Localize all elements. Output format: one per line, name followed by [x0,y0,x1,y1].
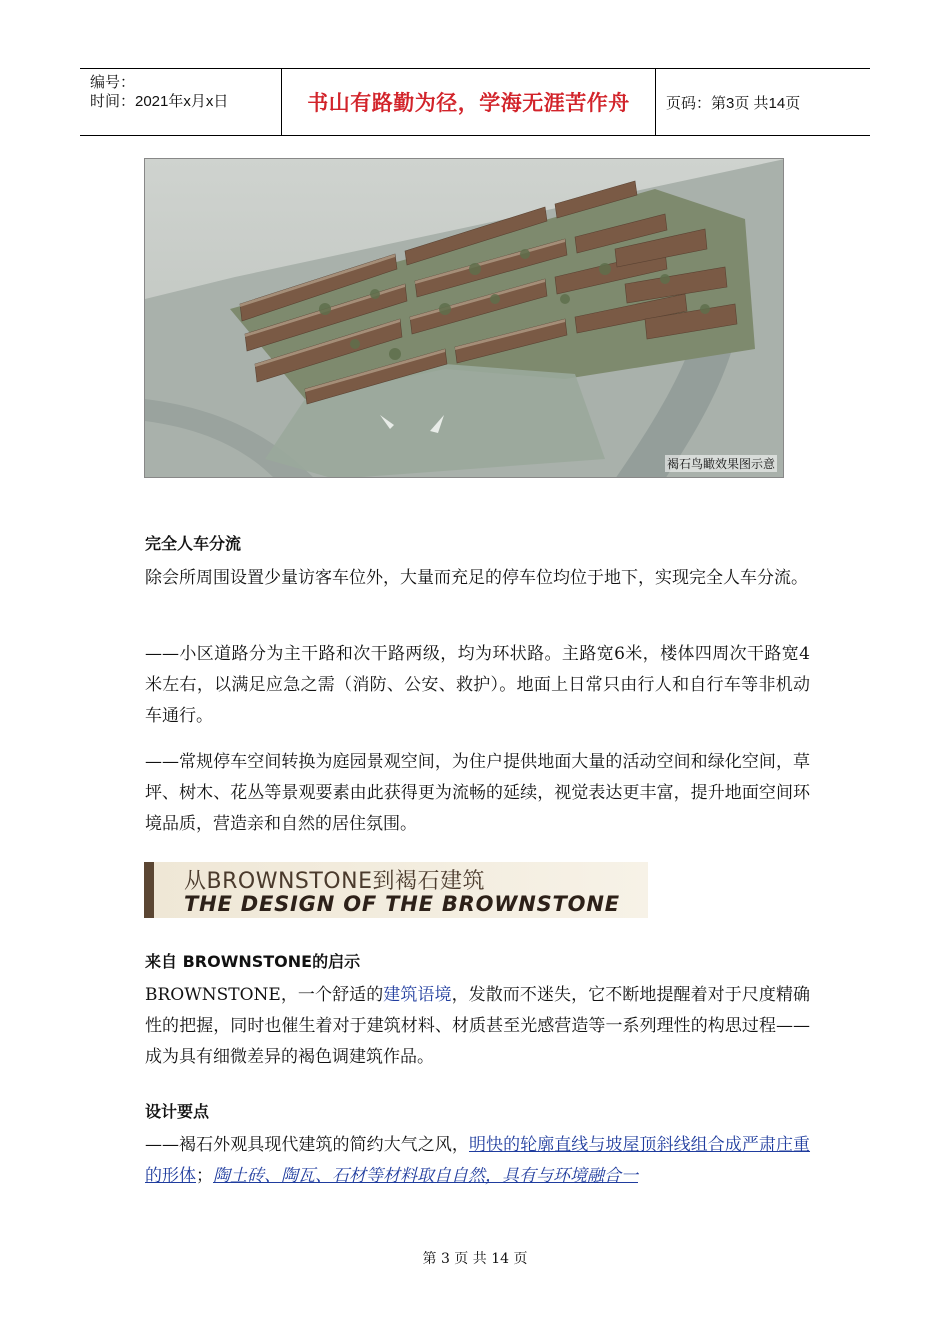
header-left-cell [80,69,282,135]
link-architecture-context[interactable]: 建筑语境 [383,985,452,1005]
paragraph [145,980,810,1073]
header-page-info: 页码：第3页 共14页 [666,94,801,112]
paragraph [145,1130,810,1192]
link-outline-lines[interactable]: 明快的轮廓直线与坡屋顶斜线组合成严肃庄重的形体 [145,1135,811,1186]
page-footer: 第 3 页 共 14 页 [422,1251,528,1267]
text-run: ——褐石外观具现代建筑的简约大气之风， [145,1135,469,1155]
link-materials[interactable]: 陶土砖、陶瓦、石材等材料取自自然，具有与环境融合一 [213,1166,638,1186]
text-run: BROWNSTONE，一个舒适的 [145,985,384,1005]
section-banner [144,862,648,918]
paragraph: 除会所周围设置少量访客车位外，大量而充足的停车位均位于地下，实现完全人车分流。 [145,568,808,588]
section-heading-traffic: 完全人车分流 [145,534,242,553]
doc-date-label: 时间：2021年x月x日 [90,93,229,110]
page-header [80,68,870,136]
aerial-caption: 褐石鸟瞰效果图示意 [666,457,775,471]
paragraph: ——小区道路分为主干路和次干路两级，均为环状路。主路宽6米，楼体四周次干路宽4米左右，以满足应急之需（消防、公安、救护）。地面上日常只由行人和自行车等非机动车通行。 [145,644,810,726]
aerial-illustration [145,159,784,478]
aerial-view-image [144,158,784,478]
paragraph: ——常规停车空间转换为庭园景观空间，为住户提供地面大量的活动空间和绿化空间，草坪、树木、花丛等景观要素由此获得更为流畅的延续，视觉表达更丰富，提升地面空间环境品质，营造亲和自然的居住氛围。 [145,752,810,834]
header-motto-cell [282,69,656,135]
text-run: ，发散而不迷失，它不断地提醒着对于尺度精确性的把握，同时也催生着对于建筑材料、材质甚至光感营造等一系列理性的构思过程——成为具有细微差异的褐色调建筑作品。 [145,985,811,1067]
banner-title-cn: 从BROWNSTONE到褐石建筑 [184,869,485,894]
header-motto: 书山有路勤为径，学海无涯苦作舟 [307,91,630,115]
banner-title-en: THE DESIGN OF THE BROWNSTONE [184,892,620,916]
section-heading-design-points: 设计要点 [145,1102,210,1121]
section-heading-inspiration: 来自 BROWNSTONE的启示 [145,952,361,971]
doc-code-label: 编号： [90,74,136,91]
text-run: ； [196,1166,213,1186]
